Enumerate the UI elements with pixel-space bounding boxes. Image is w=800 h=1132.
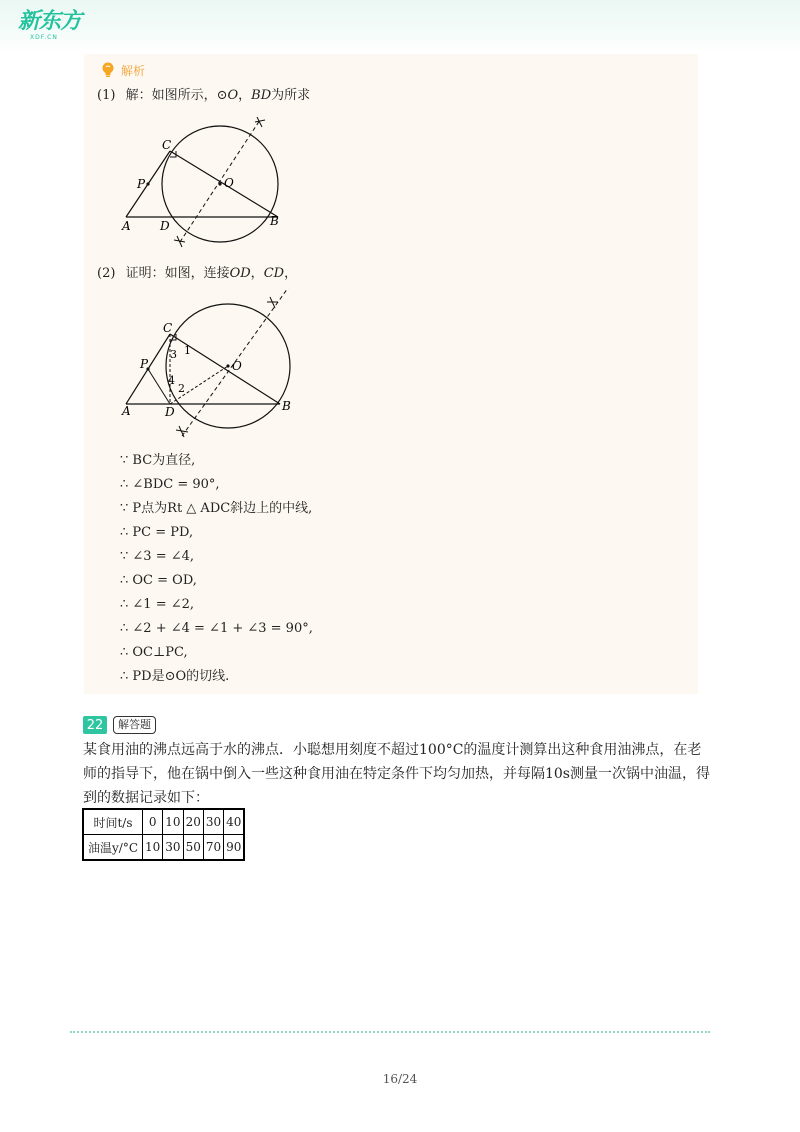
footer-divider (70, 1031, 710, 1033)
proof-line-1: ∵ BC为直径, (120, 453, 196, 468)
fig2-label-c: C (163, 321, 173, 335)
fig1-bisector (180, 120, 260, 242)
table-cell: 30 (203, 809, 223, 835)
fig2-point-o (226, 364, 229, 367)
question-text: 某食用油的沸点远高于水的沸点．小聪想用刻度不超过100°C的温度计测算出这种食用油沸点，在老师的指导下，他在锅中倒入一些这种食用油在特定条件下均匀加热，并每隔10s测量一次锅中油温，得到的数据记录如下： (83, 742, 710, 806)
figure-1 (118, 108, 288, 256)
logo-text: 新东方 (18, 9, 82, 34)
part2-cd: CD (263, 266, 285, 281)
part1-number: (1) (97, 88, 116, 103)
fig2-label-a: A (122, 404, 131, 418)
fig2-angle-4: 4 (168, 374, 175, 387)
proof-line-10: ∴ PD是⊙O的切线. (120, 669, 230, 684)
table-cell: 70 (203, 835, 223, 861)
fig2-label-b: B (282, 399, 291, 413)
fig1-label-o: O (224, 176, 234, 190)
data-table (82, 808, 245, 861)
table-cell: 30 (163, 835, 183, 861)
part1-text-b: 为所求 (271, 88, 311, 103)
question-type-badge: 解答题 (113, 716, 156, 734)
proof-line-6: ∴ OC = OD, (120, 573, 197, 588)
part2-text-a: 证明：如图，连接 (125, 266, 230, 281)
part1-line (97, 87, 310, 105)
proof-line-9: ∴ OC⊥PC, (120, 645, 188, 660)
fig1-point-p (146, 182, 149, 185)
table-cell: 40 (224, 809, 245, 835)
part1-text-a: 解：如图所示，⊙ (125, 88, 228, 103)
part2-od: OD (229, 266, 251, 281)
part1-o: O (227, 88, 239, 103)
logo-subtext: XDF.CN (30, 34, 58, 41)
part2-sep: ， (250, 266, 264, 281)
proof-line-7: ∴ ∠1 = ∠2, (120, 597, 195, 612)
table-cell: 90 (224, 835, 245, 861)
fig1-point-o (218, 182, 221, 185)
page-number: 16/24 (382, 1072, 418, 1086)
table-row-label-time: 时间t/s (83, 809, 143, 835)
question-number: 22 (83, 716, 107, 734)
analysis-tag (100, 60, 145, 80)
proof-line-4: ∴ PC = PD, (120, 525, 194, 540)
fig1-arc-mark-bottom (174, 236, 185, 247)
part2-number: (2) (97, 266, 116, 281)
table-row (83, 809, 244, 835)
fig1-label-c: C (162, 138, 172, 152)
part1-bd: BD (251, 88, 272, 103)
proof-line-5: ∵ ∠3 = ∠4, (120, 549, 195, 564)
table-cell: 10 (143, 835, 163, 861)
proof-line-8: ∴ ∠2 + ∠4 = ∠1 + ∠3 = 90°, (120, 621, 313, 636)
proof-line-2: ∴ ∠BDC = 90°, (120, 477, 220, 492)
question-header (83, 716, 156, 734)
part2-line (97, 265, 297, 283)
analysis-label: 解析 (121, 63, 146, 78)
fig2-label-p: P (140, 357, 149, 371)
lightbulb-icon (100, 61, 116, 79)
fig1-label-b: B (270, 214, 279, 228)
table-cell: 0 (143, 809, 163, 835)
table-cell: 20 (183, 809, 203, 835)
proof-line-3: ∵ P点为Rt △ ADC斜边上的中线, (120, 501, 313, 516)
part2-end: ， (284, 266, 298, 281)
table-row-label-temp: 油温y/°C (83, 835, 143, 861)
fig1-label-d: D (160, 219, 170, 233)
fig1-label-p: P (137, 177, 146, 191)
fig2-label-d: D (165, 405, 175, 419)
brand-logo (18, 10, 88, 44)
figure-2 (118, 288, 298, 444)
fig2-angle-2: 2 (178, 382, 185, 395)
fig1-arc-mark-top (255, 117, 265, 127)
part1-sep: ， (238, 88, 252, 103)
table-cell: 10 (163, 809, 183, 835)
fig2-angle-1: 1 (184, 344, 191, 357)
fig2-arc-mark-top (267, 297, 278, 308)
fig1-label-a: A (122, 219, 131, 233)
fig2-label-o: O (232, 359, 242, 373)
fig2-angle-3: 3 (170, 348, 177, 361)
table-cell: 50 (183, 835, 203, 861)
header-band (0, 0, 800, 52)
table-row (83, 835, 244, 861)
